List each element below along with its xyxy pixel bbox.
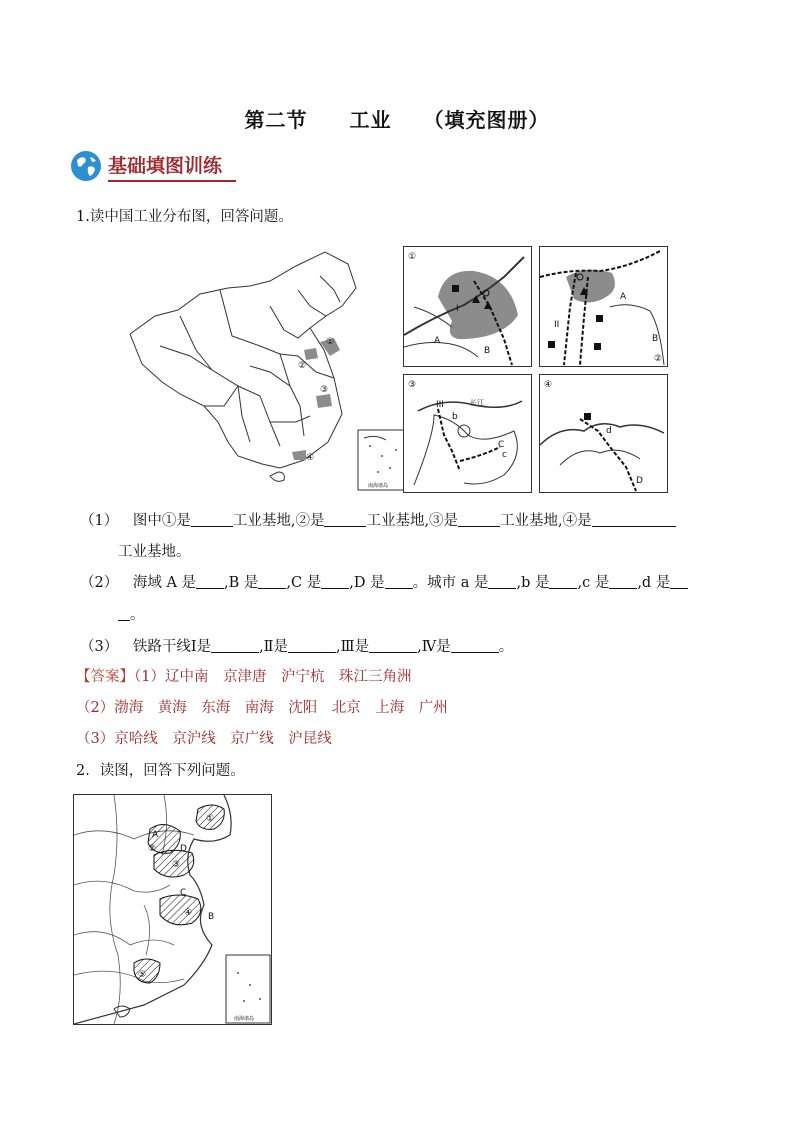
q1-sub2-number: （2） bbox=[80, 575, 119, 591]
detail-map-2 bbox=[539, 246, 668, 367]
answer-tag: 【答案】 bbox=[76, 669, 134, 685]
blank[interactable] bbox=[321, 574, 349, 590]
inset-label: 南海诸岛 bbox=[368, 483, 389, 489]
q1-sub3-text-a: 铁路干线Ⅰ是 bbox=[132, 639, 212, 655]
map-label-3: ③ bbox=[320, 385, 329, 395]
blank[interactable] bbox=[549, 574, 577, 590]
blank[interactable] bbox=[288, 638, 336, 654]
q1-sub1-text-d: 工业基地,④是 bbox=[500, 513, 592, 529]
blank[interactable] bbox=[451, 638, 499, 654]
q2-label-3: ③ bbox=[172, 860, 181, 870]
globe-icon bbox=[70, 150, 102, 182]
blank[interactable] bbox=[592, 512, 676, 528]
detail-1-label-A: A bbox=[434, 336, 441, 346]
blank[interactable] bbox=[488, 574, 516, 590]
blank[interactable] bbox=[369, 638, 417, 654]
detail-3-river: 长江 bbox=[470, 399, 484, 407]
q2-label-5: ⑤ bbox=[138, 970, 147, 980]
q2-label-2: ② bbox=[148, 844, 157, 854]
detail-4-label-d: d bbox=[606, 426, 612, 436]
answer-line-1 bbox=[76, 665, 411, 686]
detail-1-label-B: B bbox=[484, 346, 491, 356]
detail-2-label-B: B bbox=[652, 334, 659, 344]
q1-sub2-line2 bbox=[118, 603, 145, 624]
detail-1-number: ① bbox=[408, 252, 417, 262]
east-china-map bbox=[73, 794, 272, 1025]
detail-2-label-A: A bbox=[620, 292, 627, 302]
detail-3-label-b: b bbox=[452, 412, 458, 422]
blank[interactable] bbox=[385, 574, 413, 590]
q1-sub2-text-g: ,c 是 bbox=[577, 575, 610, 591]
q1-sub2-text-h: ,d 是 bbox=[637, 575, 671, 591]
detail-map-1 bbox=[403, 246, 532, 367]
answer-line-3: （3）京哈线 京沪线 京广线 沪昆线 bbox=[76, 731, 332, 747]
section-label: 基础填图训练 bbox=[108, 155, 223, 177]
blank[interactable] bbox=[118, 606, 130, 622]
blank[interactable] bbox=[211, 638, 259, 654]
q1-sub1-line2: 工业基地。 bbox=[118, 544, 191, 560]
page-title: 第二节 工业 （填充图册） bbox=[244, 108, 550, 132]
q1-sub2-text-f: ,b 是 bbox=[516, 575, 550, 591]
q1-sub3-text-e: 。 bbox=[498, 639, 514, 655]
answer-line-2: （2）渤海 黄海 东海 南海 沈阳 北京 上海 广州 bbox=[76, 700, 448, 716]
detail-3-label-C: C bbox=[498, 440, 505, 450]
q2-label-A: A bbox=[152, 830, 159, 840]
answer-text-1: （1）辽中南 京津唐 沪宁杭 珠江三角洲 bbox=[134, 669, 412, 685]
detail-3-number: ③ bbox=[408, 380, 417, 390]
q1-sub2-line1 bbox=[80, 571, 688, 592]
q1-sub3-line bbox=[80, 635, 513, 656]
map-label-1: ① bbox=[326, 337, 335, 347]
detail-map-3 bbox=[403, 374, 532, 493]
q1-sub2-text-a: 海域 A 是 bbox=[132, 575, 197, 591]
detail-4-number: ④ bbox=[544, 380, 553, 390]
q2-label-B: B bbox=[208, 912, 215, 922]
blank[interactable] bbox=[458, 512, 500, 528]
blank[interactable] bbox=[258, 574, 286, 590]
q1-sub2-text-d: ,D 是 bbox=[349, 575, 385, 591]
blank[interactable] bbox=[324, 512, 366, 528]
q2-label-D: D bbox=[180, 844, 187, 854]
q2-label-4: ④ bbox=[184, 908, 193, 918]
q2-label-1: ① bbox=[206, 814, 215, 824]
detail-2-label-II: II bbox=[554, 320, 560, 330]
q2-inset-label: 南海诸岛 bbox=[234, 1016, 255, 1022]
q1-sub3-text-d: ,Ⅳ是 bbox=[417, 639, 451, 655]
q1-sub2-text-c: ,C 是 bbox=[286, 575, 322, 591]
map-label-2: ② bbox=[298, 361, 307, 371]
q1-sub1-number: （1） bbox=[80, 513, 119, 529]
q1-sub1-line1 bbox=[80, 509, 676, 530]
blank[interactable] bbox=[670, 574, 688, 590]
q1-sub3-number: （3） bbox=[80, 639, 119, 655]
detail-4-label-D: D bbox=[636, 476, 643, 486]
blank[interactable] bbox=[609, 574, 637, 590]
q1-sub2-text-i: 。 bbox=[130, 607, 145, 623]
detail-1-label-I: I bbox=[456, 304, 459, 314]
detail-3-label-III: III bbox=[436, 400, 444, 410]
section-underline bbox=[108, 180, 236, 182]
detail-map-4 bbox=[539, 374, 668, 493]
q1-sub2-text-e: 。城市 a 是 bbox=[412, 575, 489, 591]
question-1-stem: 1.读中国工业分布图，回答问题。 bbox=[76, 209, 293, 225]
detail-3-label-c: c bbox=[502, 450, 507, 460]
map-label-4: ④ bbox=[306, 453, 315, 463]
china-industry-map bbox=[120, 246, 410, 492]
blank[interactable] bbox=[191, 512, 233, 528]
blank[interactable] bbox=[196, 574, 224, 590]
q2-label-C: C bbox=[180, 888, 187, 898]
q1-sub1-text-a: 图中①是 bbox=[132, 513, 191, 529]
q1-sub1-text-c: 工业基地,③是 bbox=[366, 513, 459, 529]
q1-sub2-text-b: ,B 是 bbox=[224, 575, 259, 591]
question-2-stem: 2．读图，回答下列问题。 bbox=[76, 763, 245, 779]
q1-sub3-text-b: ,Ⅱ是 bbox=[259, 639, 289, 655]
detail-2-number: ② bbox=[654, 354, 663, 364]
q1-sub3-text-c: ,Ⅲ是 bbox=[336, 639, 370, 655]
q1-sub1-text-b: 工业基地,②是 bbox=[232, 513, 325, 529]
